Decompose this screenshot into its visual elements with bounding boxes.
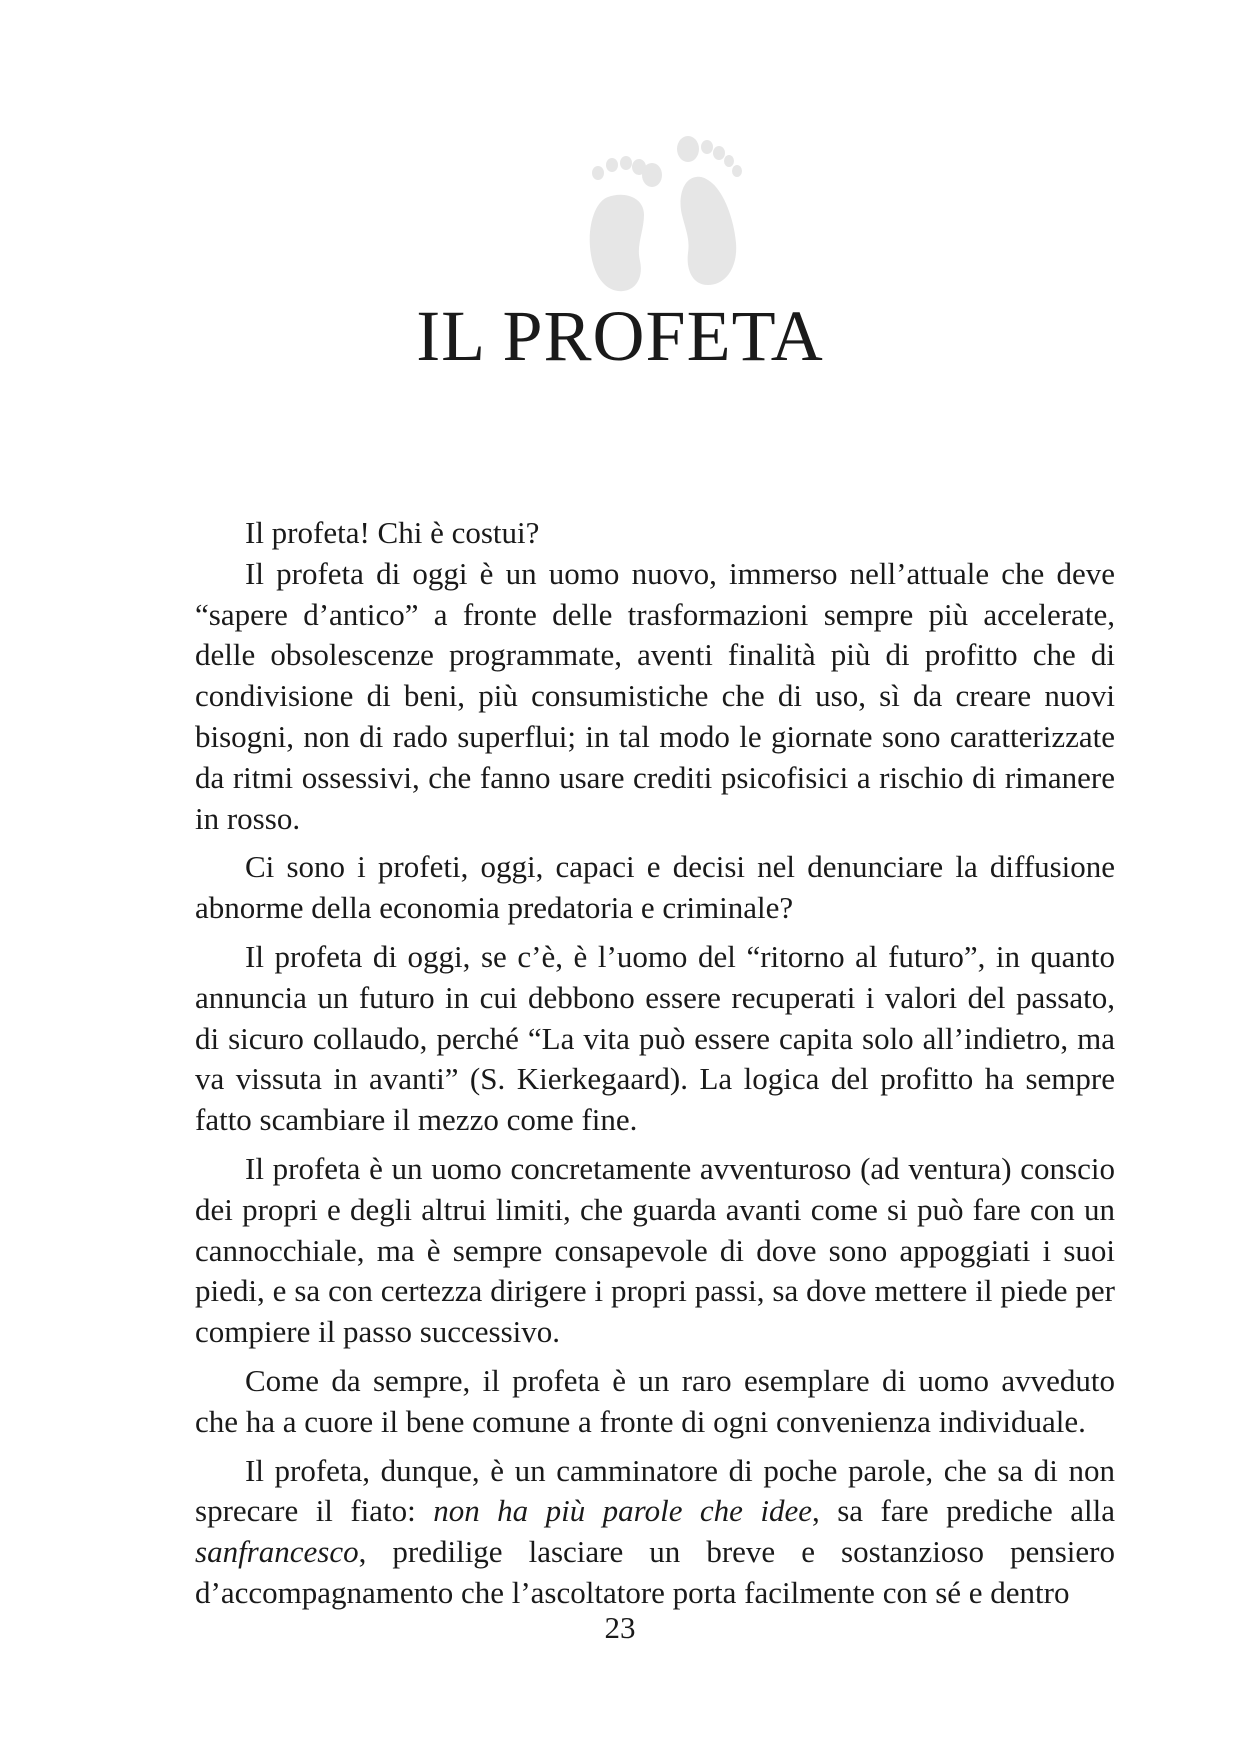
footprints-icon	[578, 135, 758, 295]
text-run: , predilige lasciare un breve e sostanzioso pensiero d’accompagnamento che l’ascoltatore porta facilmente con sé e dentro	[195, 1534, 1115, 1610]
page-number: 23	[604, 1610, 636, 1645]
text-run: Il profeta, dunque, è un camminatore di poche parole, che sa di non sprecare il fiato:	[195, 1452, 1115, 1529]
italic-word: sanfrancesco	[195, 1534, 359, 1570]
paragraph: Il profeta di oggi è un uomo nuovo, immerso nell’attuale che deve “sapere d’antico” a fronte delle trasformazioni sempre più accelerate, delle obsolescenze programmate, aventi finalità più di profitto che di condivisione di beni, più consumistiche che di uso, sì da creare nuovi bisogni, non di rado superflui; in tal modo le giornate sono caratterizzate da ritmi ossessivi, che fanno usare crediti psicofisici a rischio di rimanere in rosso.	[195, 555, 1115, 836]
paragraph: Come da sempre, il profeta è un raro esemplare di uomo avveduto che ha a cuore il bene comune a fronte di ogni convenienza individuale.	[195, 1362, 1115, 1439]
paragraph: Il profeta di oggi, se c’è, è l’uomo del “ritorno al futuro”, in quanto annuncia un futuro in cui debbono essere recuperati i valori del passato, di sicuro collaudo, perché “La vita può essere capita solo all’indietro, ma va vissuta in avanti” (S. Kierkegaard). La logica del profitto ha sempre fatto scambiare il mezzo come fine.	[195, 938, 1115, 1138]
chapter-title: IL PROFETA	[416, 296, 824, 376]
text-run: , sa fare prediche alla	[812, 1493, 1115, 1529]
paragraph	[195, 1451, 1115, 1614]
body-text	[195, 513, 1115, 1614]
italic-phrase: non ha più parole che idee	[433, 1493, 813, 1529]
paragraph: Il profeta è un uomo concretamente avventuroso (ad ventura) conscio dei propri e degli altrui limiti, che guarda avanti come si può fare con un cannocchiale, ma è sempre consapevole di dove sono appoggiati i suoi piedi, e sa con certezza dirigere i propri passi, sa dove mettere il piede per compiere il passo successivo.	[195, 1150, 1115, 1350]
paragraph: Il profeta! Chi è costui?	[245, 515, 540, 550]
paragraph: Ci sono i profeti, oggi, capaci e decisi nel denunciare la diffusione abnorme della economia predatoria e criminale?	[195, 849, 1115, 926]
